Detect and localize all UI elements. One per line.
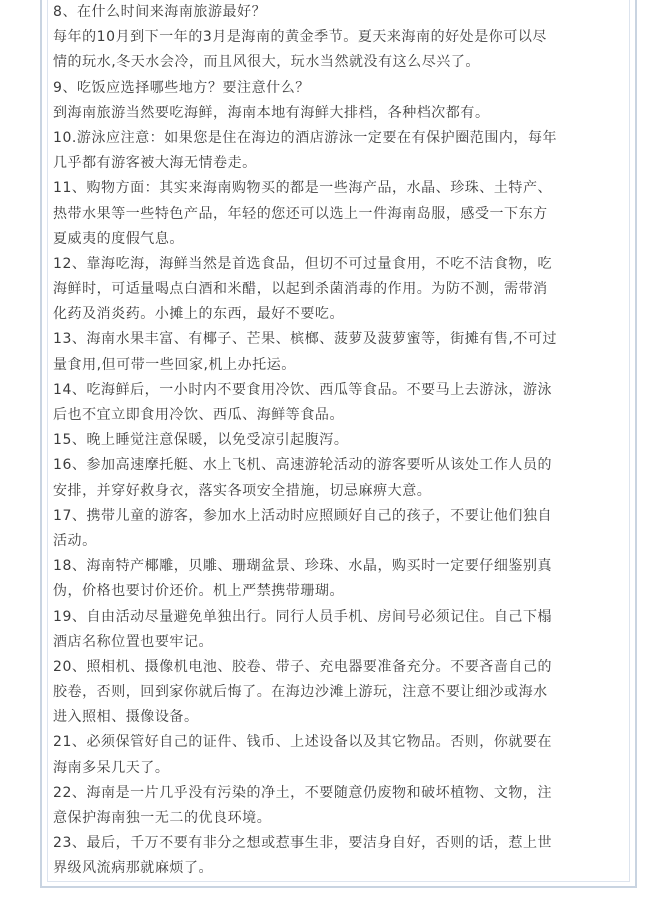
article-paragraph — [53, 76, 608, 101]
paragraph-line: 后也不宜立即食用冷饮、西瓜、海鲜等食品。 — [53, 407, 344, 423]
article-paragraph — [53, 453, 608, 503]
paragraph-line: 16、参加高速摩托艇、水上飞机、高速游轮活动的游客要听从该处工作人员的 — [53, 457, 553, 474]
paragraph-line: 每年的10月到下一年的3月是海南的黄金季节。夏天来海南的好处是你可以尽 — [53, 29, 547, 46]
paragraph-line: 热带水果等一些特色产品，年轻的您还可以选上一件海南岛服，感受一下东方 — [53, 205, 548, 222]
paragraph-line: 海鲜时，可适量喝点白酒和米醋，以起到杀菌消毒的作用。为防不测，需带消 — [53, 281, 548, 298]
paragraph-line: 酒店名称位置也要牢记。 — [53, 633, 214, 650]
paragraph-line: 21、必须保管好自己的证件、钱币、上述设备以及其它物品。否则，你就要在 — [53, 734, 553, 751]
paragraph-line: 化药及消炎药。小摊上的东西，最好不要吃。 — [53, 306, 344, 323]
article-paragraph — [53, 327, 608, 377]
paragraph-line: 12、靠海吃海，海鲜当然是首选食品，但切不可过量食用，不吃不洁食物，吃 — [53, 255, 553, 272]
paragraph-line: 20、照相机、摄像机电池、胶卷、带子、充电器要准备充分。不要吝啬自己的 — [53, 658, 553, 675]
article-paragraph — [53, 504, 608, 554]
article-paragraph — [53, 781, 608, 831]
article-paragraph — [53, 0, 608, 25]
paragraph-line: 界级风流病那就麻烦了。 — [53, 860, 214, 877]
article-paragraph — [53, 176, 608, 252]
paragraph-line: 活动。 — [53, 532, 97, 549]
paragraph-line: 夏威夷的度假气息。 — [53, 230, 184, 247]
paragraph-line: 18、海南特产椰雕，贝雕、珊瑚盆景、珍珠、水晶，购买时一定要仔细鉴别真 — [53, 558, 553, 575]
paragraph-line: 10.游泳应注意：如果您是住在海边的酒店游泳一定要在有保护圈范围内，每年 — [53, 129, 558, 146]
article-paragraph — [53, 554, 608, 604]
paragraph-line: 海南多呆几天了。 — [53, 759, 170, 776]
article-paragraph — [53, 831, 608, 881]
paragraph-line: 8、在什么时间来海南旅游最好？ — [53, 4, 267, 20]
paragraph-line: 情的玩水,冬天水会冷，而且风很大，玩水当然就没有这么尽兴了。 — [53, 54, 480, 71]
article-paragraph — [53, 126, 608, 176]
article-body — [53, 0, 608, 882]
article-paragraph — [53, 378, 608, 428]
paragraph-line: 14、吃海鲜后，一小时内不要食用冷饮、西瓜等食品。不要马上去游泳，游泳 — [53, 381, 553, 398]
paragraph-line: 13、海南水果丰富、有椰子、芒果、槟榔、菠萝及菠萝蜜等，街摊有售,不可过 — [53, 331, 558, 348]
paragraph-line: 23、最后，千万不要有非分之想或惹事生非，要洁身自好，否则的话，惹上世 — [53, 835, 553, 852]
paragraph-line: 胶卷，否则，回到家你就后悔了。在海边沙滩上游玩，注意不要让细沙或海水 — [53, 684, 548, 701]
paragraph-line: 量食用,但可带一些回家,机上办托运。 — [53, 356, 296, 373]
paragraph-line: 伪，价格也要讨价还价。机上严禁携带珊瑚。 — [53, 583, 344, 600]
paragraph-line: 17、携带儿童的游客，参加水上活动时应照顾好自己的孩子，不要让他们独自 — [53, 507, 553, 524]
paragraph-line: 几乎都有游客被大海无情卷走。 — [53, 155, 257, 172]
paragraph-line: 22、海南是一片几乎没有污染的净土，不要随意仍废物和破坏植物、文物，注 — [53, 784, 553, 801]
article-paragraph — [53, 730, 608, 780]
article-paragraph — [53, 428, 608, 453]
paragraph-line: 意保护海南独一无二的优良环境。 — [53, 810, 272, 826]
article-paragraph — [53, 101, 608, 126]
paragraph-line: 11、购物方面：其实来海南购物买的都是一些海产品，水晶、珍珠、土特产、 — [53, 180, 553, 197]
paragraph-line: 安排，并穿好救身衣，落实各项安全措施，切忌麻痹大意。 — [53, 482, 432, 499]
paragraph-line: 9、吃饭应选择哪些地方？要注意什么？ — [53, 79, 310, 96]
article-paragraph — [53, 25, 608, 75]
paragraph-line: 到海南旅游当然要吃海鲜，海南本地有海鲜大排档，各种档次都有。 — [53, 104, 490, 121]
paragraph-line: 19、自由活动尽量避免单独出行。同行人员手机、房间号必须记住。自己下榻 — [53, 608, 553, 625]
article-paragraph — [53, 655, 608, 731]
article-paragraph — [53, 605, 608, 655]
paragraph-line: 进入照相、摄像设备。 — [53, 709, 199, 726]
paragraph-line: 15、晚上睡觉注意保暖，以免受凉引起腹泻。 — [53, 432, 349, 449]
article-paragraph — [53, 252, 608, 328]
